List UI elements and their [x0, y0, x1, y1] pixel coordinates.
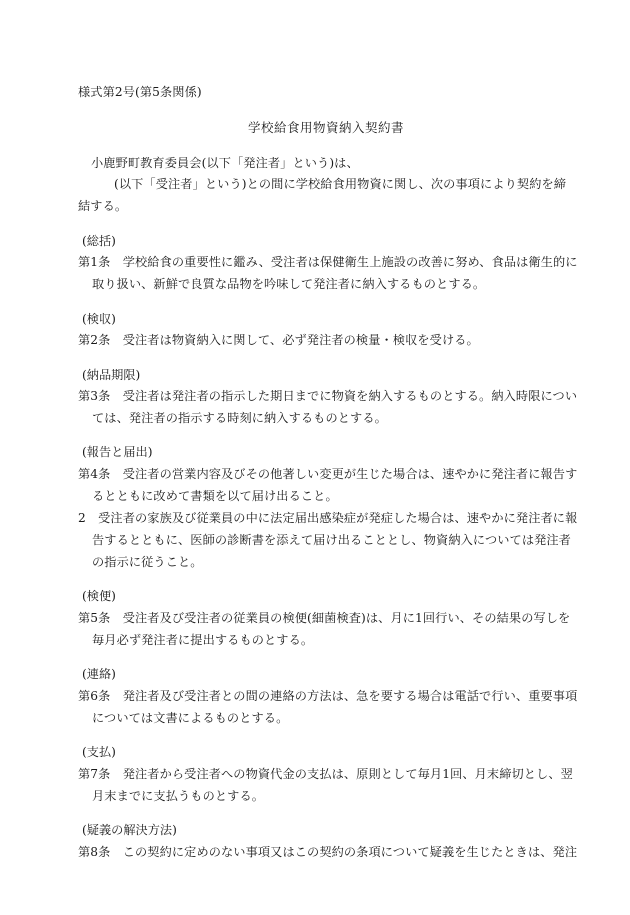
- article-6-line-1: 第6条 発注者及び受注者との間の連絡の方法は、急を要する場合は電話で行い、重要事項: [78, 689, 578, 703]
- article-1-line-2: 取り扱い、新鮮で良質な品物を吟味して発注者に納入するものとする。: [92, 277, 486, 291]
- form-number: 様式第2号(第5条関係): [78, 85, 202, 99]
- article-1-heading: (総括): [82, 234, 116, 248]
- preamble-line-1: 小鹿野町教育委員会(以下「発注者」という)は、: [91, 156, 359, 170]
- article-6-heading: (連絡): [82, 667, 116, 681]
- article-8-line-1: 第8条 この契約に定めのない事項又はこの契約の条項について疑義を生じたときは、発注: [78, 845, 578, 859]
- article-4-line-1: 第4条 受注者の営業内容及びその他著しい変更が生じた場合は、速やかに発注者に報告す: [78, 467, 578, 481]
- article-3-heading: (納品期限): [82, 368, 141, 382]
- article-7-line-1: 第7条 発注者から受注者への物資代金の支払は、原則として毎月1回、月末締切とし、翌: [78, 767, 573, 781]
- article-7-heading: (支払): [82, 745, 116, 759]
- article-4-heading: (報告と届出): [82, 445, 153, 459]
- document-title: 学校給食用物資納入契約書: [247, 120, 404, 135]
- article-5-line-2: 毎月必ず発注者に提出するものとする。: [92, 633, 314, 647]
- article-2-line-1: 第2条 受注者は物資納入に関して、必ず発注者の検量・検収を受ける。: [78, 333, 479, 347]
- article-5-heading: (検便): [82, 589, 116, 603]
- article-7-line-2: 月末までに支払うものとする。: [92, 789, 265, 803]
- article-8-heading: (疑義の解決方法): [82, 823, 177, 837]
- article-4-line-2: るとともに改めて書類を以て届け出ること。: [92, 489, 338, 503]
- article-4-para-2-line-2: 告するとともに、医師の診断書を添えて届け出ることとし、物資納入については発注者: [92, 533, 571, 547]
- article-4-para-2-line-1: 2 受注者の家族及び従業員の中に法定届出感染症が発症した場合は、速やかに発注者に報: [78, 511, 578, 525]
- article-3-line-2: ては、発注者の指示する時刻に納入するものとする。: [92, 411, 387, 425]
- article-3-line-1: 第3条 受注者は発注者の指示した期日までに物資を納入するものとする。納入時限につい: [78, 389, 578, 403]
- article-5-line-1: 第5条 受注者及び受注者の従業員の検便(細菌検査)は、月に1回行い、その結果の写しを: [78, 611, 571, 625]
- article-6-line-2: については文書によるものとする。: [92, 711, 289, 725]
- preamble-line-3: 結する。: [78, 199, 128, 213]
- article-4-para-2-line-3: の指示に従うこと。: [92, 555, 203, 569]
- preamble-line-2: (以下「受注者」という)との間に学校給食用物資に関し、次の事項により契約を締: [114, 177, 567, 191]
- article-2-heading: (検収): [82, 312, 116, 326]
- article-1-line-1: 第1条 学校給食の重要性に鑑み、受注者は保健衛生上施設の改善に努め、食品は衛生的に: [78, 255, 578, 269]
